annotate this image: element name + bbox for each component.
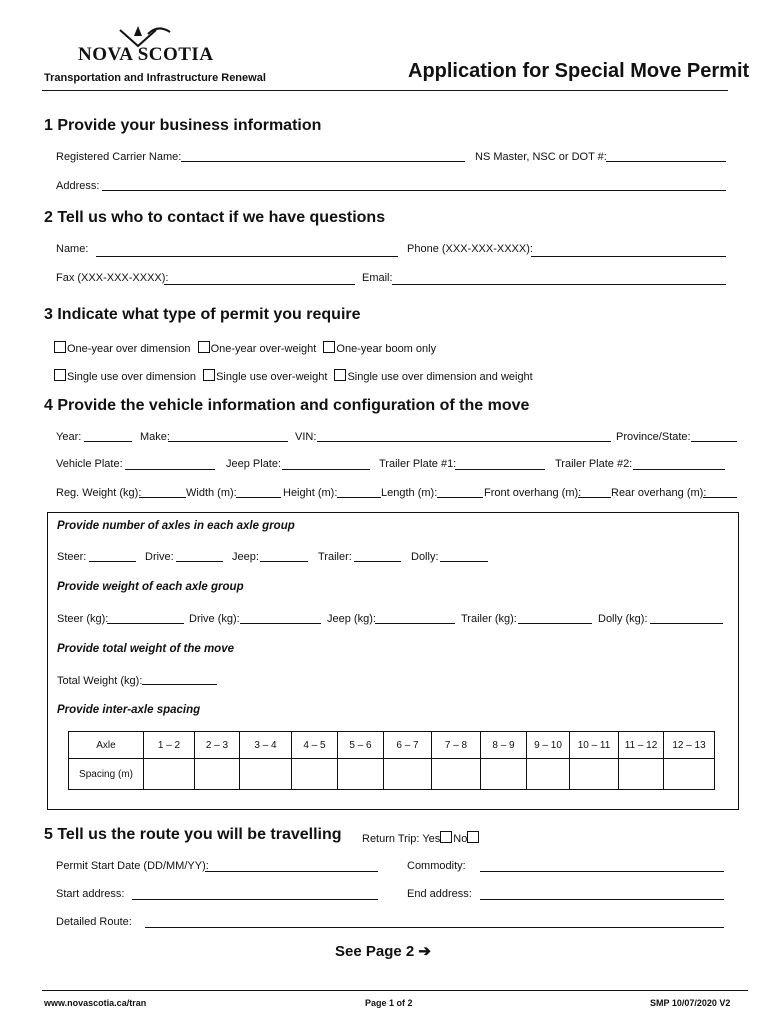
- carrier-name-field[interactable]: [181, 161, 465, 162]
- checkbox[interactable]: [198, 341, 210, 353]
- checkbox[interactable]: [54, 341, 66, 353]
- province-field[interactable]: [691, 441, 737, 442]
- single-use-over-weight-option[interactable]: Single use over-weight: [203, 371, 327, 383]
- contact-name-field[interactable]: [96, 256, 398, 257]
- year-field[interactable]: [84, 441, 132, 442]
- trailer-kg-label: Trailer (kg):: [461, 613, 517, 625]
- jeep-field[interactable]: [260, 561, 308, 562]
- jeep-plate-field[interactable]: [282, 469, 370, 470]
- footer-page-number: Page 1 of 2: [365, 998, 413, 1008]
- front-overhang-field[interactable]: [578, 497, 611, 498]
- start-address-label: Start address:: [56, 888, 125, 900]
- return-trip-yes-label: Return Trip: Yes: [362, 833, 441, 845]
- table-header-cell: 12 – 13: [664, 732, 715, 759]
- return-trip-yes-checkbox[interactable]: [440, 831, 452, 843]
- return-trip-no-label: No: [453, 833, 468, 845]
- spacing-cell[interactable]: [570, 759, 619, 790]
- drive-field[interactable]: [176, 561, 223, 562]
- table-header-cell: 8 – 9: [481, 732, 527, 759]
- steer-label: Steer:: [57, 551, 87, 563]
- drive-kg-field[interactable]: [240, 623, 321, 624]
- commodity-field[interactable]: [480, 871, 724, 872]
- ns-master-field[interactable]: [606, 161, 726, 162]
- table-header-row: [69, 732, 715, 759]
- steer-kg-label: Steer (kg):: [57, 613, 109, 625]
- trailer-plate-2-field[interactable]: [633, 469, 725, 470]
- total-weight-label: Total Weight (kg):: [57, 675, 143, 687]
- checkbox[interactable]: [334, 369, 346, 381]
- carrier-name-label: Registered Carrier Name:: [56, 151, 182, 163]
- height-label: Height (m):: [283, 487, 338, 499]
- footer-divider: [42, 990, 748, 991]
- vehicle-plate-label: Vehicle Plate:: [56, 458, 123, 470]
- detailed-route-field[interactable]: [145, 927, 724, 928]
- end-address-label: End address:: [407, 888, 472, 900]
- year-label: Year:: [56, 431, 82, 443]
- spacing-cell[interactable]: [384, 759, 432, 790]
- spacing-cell[interactable]: [338, 759, 384, 790]
- trailer-kg-field[interactable]: [518, 623, 592, 624]
- reg-weight-field[interactable]: [139, 497, 186, 498]
- one-year-boom-only-option[interactable]: One-year boom only: [323, 343, 436, 355]
- weight-subtitle: Provide weight of each axle group: [57, 581, 244, 593]
- spacing-cell[interactable]: [195, 759, 240, 790]
- length-label: Length (m):: [381, 487, 438, 499]
- trailer-label: Trailer:: [318, 551, 352, 563]
- total-weight-subtitle: Provide total weight of the move: [57, 643, 234, 655]
- width-label: Width (m):: [186, 487, 237, 499]
- section-3-title: 3 Indicate what type of permit you require: [44, 306, 361, 323]
- footer-website[interactable]: www.novascotia.ca/tran: [44, 998, 147, 1008]
- section-4-title: 4 Provide the vehicle information and configuration of the move: [44, 397, 530, 414]
- table-header-cell: 9 – 10: [527, 732, 570, 759]
- start-date-label: Permit Start Date (DD/MM/YY):: [56, 860, 209, 872]
- checkbox[interactable]: [54, 369, 66, 381]
- drive-kg-label: Drive (kg):: [189, 613, 240, 625]
- header-divider: [42, 90, 728, 91]
- section-1-title: 1 Provide your business information: [44, 117, 322, 134]
- vin-label: VIN:: [295, 431, 317, 443]
- jeep-plate-label: Jeep Plate:: [226, 458, 282, 470]
- section-2-title: 2 Tell us who to contact if we have questions: [44, 209, 386, 226]
- spacing-cell[interactable]: [240, 759, 292, 790]
- dolly-field[interactable]: [440, 561, 488, 562]
- table-header-cell: 2 – 3: [195, 732, 240, 759]
- table-header-cell: 4 – 5: [292, 732, 338, 759]
- trailer-plate-1-field[interactable]: [455, 469, 545, 470]
- footer-form-code: SMP 10/07/2020 V2: [650, 998, 731, 1008]
- nova-scotia-logo: [78, 20, 223, 70]
- spacing-label: Spacing (m): [69, 759, 144, 790]
- length-field[interactable]: [437, 497, 483, 498]
- spacing-cell[interactable]: [144, 759, 195, 790]
- table-header-cell: 11 – 12: [619, 732, 664, 759]
- spacing-cell[interactable]: [432, 759, 481, 790]
- make-field[interactable]: [168, 441, 288, 442]
- province-label: Province/State:: [616, 431, 691, 443]
- height-field[interactable]: [337, 497, 381, 498]
- steer-field[interactable]: [89, 561, 136, 562]
- drive-label: Drive:: [145, 551, 174, 563]
- inter-axle-spacing-table: [68, 731, 715, 790]
- spacing-row: [69, 759, 715, 790]
- detailed-route-label: Detailed Route:: [56, 916, 132, 928]
- return-trip-no-checkbox[interactable]: [467, 831, 479, 843]
- contact-name-label: Name:: [56, 243, 89, 255]
- logo-text: NOVA SCOTIA: [78, 44, 214, 65]
- jeep-kg-label: Jeep (kg):: [327, 613, 376, 625]
- dolly-kg-label: Dolly (kg):: [598, 613, 648, 625]
- fax-field[interactable]: [164, 284, 355, 285]
- permit-row-1: [54, 341, 440, 355]
- checkbox[interactable]: [323, 341, 335, 353]
- spacing-cell[interactable]: [527, 759, 570, 790]
- start-date-field[interactable]: [205, 871, 378, 872]
- phone-label: Phone (XXX-XXX-XXXX):: [407, 243, 533, 255]
- permit-row-2: [54, 369, 537, 383]
- end-address-field[interactable]: [480, 899, 724, 900]
- table-header-cell: 7 – 8: [432, 732, 481, 759]
- rear-overhang-field[interactable]: [703, 497, 737, 498]
- document-title: Application for Special Move Permit: [408, 60, 750, 82]
- spacing-cell[interactable]: [292, 759, 338, 790]
- see-page-2-link[interactable]: See Page 2 ➔: [335, 943, 431, 960]
- table-header-cell: 5 – 6: [338, 732, 384, 759]
- vehicle-plate-field[interactable]: [125, 469, 215, 470]
- jeep-kg-field[interactable]: [375, 623, 455, 624]
- single-use-over-dimension-option[interactable]: Single use over dimension: [54, 371, 196, 383]
- table-header-cell: Axle: [69, 732, 144, 759]
- total-weight-field[interactable]: [142, 684, 217, 685]
- trailer-plate-1-label: Trailer Plate #1:: [379, 458, 457, 470]
- table-header-cell: 10 – 11: [570, 732, 619, 759]
- width-field[interactable]: [236, 497, 281, 498]
- start-address-field[interactable]: [132, 899, 378, 900]
- rear-overhang-label: Rear overhang (m):: [611, 487, 707, 499]
- trailer-plate-2-label: Trailer Plate #2:: [555, 458, 633, 470]
- front-overhang-label: Front overhang (m):: [484, 487, 582, 499]
- table-header-cell: 3 – 4: [240, 732, 292, 759]
- department-name: Transportation and Infrastructure Renewal: [44, 72, 266, 84]
- dolly-kg-field[interactable]: [650, 623, 723, 624]
- one-year-over-dimension-option[interactable]: One-year over dimension: [54, 343, 191, 355]
- vin-field[interactable]: [317, 441, 611, 442]
- trailer-field[interactable]: [354, 561, 401, 562]
- table-header-cell: 6 – 7: [384, 732, 432, 759]
- single-use-dimension-weight-option[interactable]: Single use over dimension and weight: [334, 371, 532, 383]
- email-field[interactable]: [392, 284, 726, 285]
- dolly-label: Dolly:: [411, 551, 439, 563]
- fax-label: Fax (XXX-XXX-XXXX):: [56, 272, 169, 284]
- one-year-over-weight-option[interactable]: One-year over-weight: [198, 343, 317, 355]
- axles-subtitle: Provide number of axles in each axle group: [57, 520, 295, 532]
- checkbox[interactable]: [203, 369, 215, 381]
- return-trip: [362, 831, 480, 845]
- steer-kg-field[interactable]: [107, 623, 184, 624]
- spacing-subtitle: Provide inter-axle spacing: [57, 704, 201, 716]
- table-header-cell: 1 – 2: [144, 732, 195, 759]
- email-label: Email:: [362, 272, 393, 284]
- jeep-label: Jeep:: [232, 551, 259, 563]
- address-label: Address:: [56, 180, 100, 192]
- spacing-cell[interactable]: [619, 759, 664, 790]
- make-label: Make:: [140, 431, 170, 443]
- spacing-cell[interactable]: [481, 759, 527, 790]
- address-field[interactable]: [102, 190, 726, 191]
- commodity-label: Commodity:: [407, 860, 466, 872]
- reg-weight-label: Reg. Weight (kg):: [56, 487, 142, 499]
- spacing-cell[interactable]: [664, 759, 715, 790]
- phone-field[interactable]: [531, 256, 726, 257]
- ns-master-label: NS Master, NSC or DOT #:: [475, 151, 607, 163]
- section-5-title: 5 Tell us the route you will be travelling: [44, 826, 342, 843]
